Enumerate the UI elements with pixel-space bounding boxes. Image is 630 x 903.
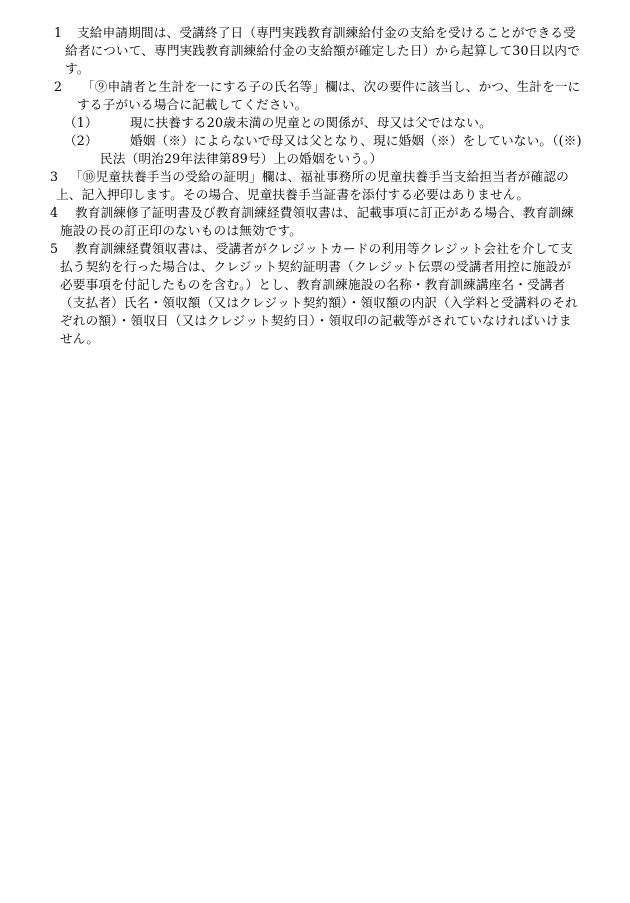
subitem-number: （1）: [64, 115, 98, 130]
note-number: 1: [54, 25, 63, 40]
note-text-line: 払う契約を行った場合は、クレジット契約証明書（クレジット伝票の受講者用控に施設が: [60, 259, 572, 274]
subitem-text-line: 現に扶養する20歳未満の児童との関係が、母又は父ではない。: [130, 115, 492, 130]
note-text-line: 給者について、専門実践教育訓練給付金の支給額が確定した日）から起算して30日以内で: [65, 43, 580, 58]
subitem-text-line: 民法（明治29年法律第89号）上の婚姻をいう。）: [100, 151, 383, 166]
note-text-line: 必要事項を付記したものを含む。）とし、教育訓練施設の名称・教育訓練講座名・受講者: [60, 277, 566, 292]
note-text-line: 「⑩児童扶養手当の受給の証明」欄は、福祉事務所の児童扶養手当支給担当者が確認の: [70, 169, 569, 184]
note-text-line: 教育訓練経費領収書は、受講者がクレジットカードの利用等クレジット会社を介して支: [75, 241, 573, 256]
note-text-line: せん。: [60, 331, 100, 346]
note-number: 3: [50, 169, 59, 184]
subitem-text-line: 婚姻（※）によらないで母又は父となり、現に婚姻（※）をしていない。（(※): [130, 133, 582, 148]
note-text-line: 上、記入押印します。その場合、児童扶養手当証書を添付する必要はありません。: [56, 187, 530, 202]
note-text-line: す。: [65, 61, 90, 76]
note-text-line: する子がいる場合に記載してください。: [77, 97, 308, 112]
note-number: 5: [50, 241, 59, 256]
note-text-line: 教育訓練修了証明書及び教育訓練経費領収書は、記載事項に訂正がある場合、教育訓練: [75, 205, 574, 220]
subitem-number: （2）: [64, 133, 98, 148]
note-text-line: 支給申請期間は、受講終了日（専門実践教育訓練給付金の支給を受けることができる受: [77, 25, 576, 40]
note-text-line: ぞれの額）・領収日（又はクレジット契約日）・領収印の記載等がされていなければいけま: [60, 313, 572, 328]
note-number: 2: [54, 79, 63, 94]
note-text-line: 「⑨申請者と生計を一にする子の氏名等」欄は、次の要件に該当し、かつ、生計を一に: [82, 79, 581, 94]
note-text-line: 施設の長の訂正印のないものは無効です。: [60, 223, 303, 238]
note-text-line: （支払者）氏名・領収額（又はクレジット契約額）・領収額の内訳（入学料と受講料のそれ: [60, 295, 578, 310]
note-number: 4: [50, 205, 59, 220]
